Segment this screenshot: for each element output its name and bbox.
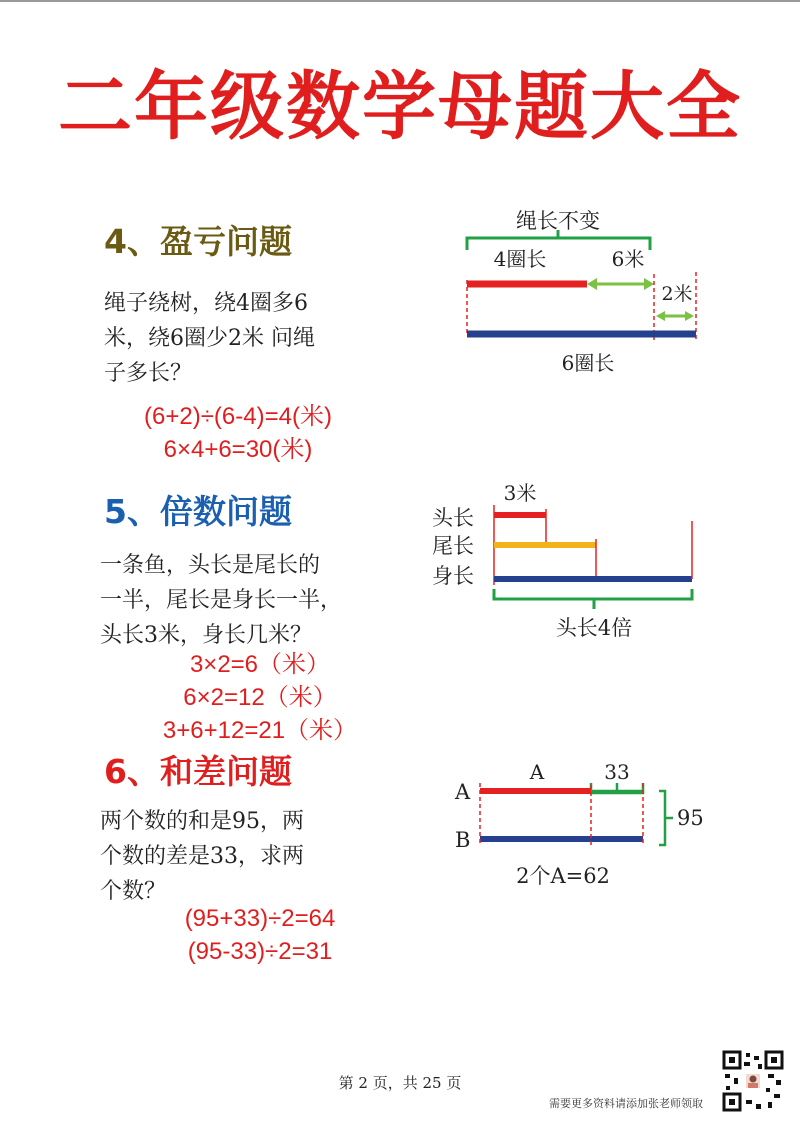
problem-line: 头长3米，身长几米？ [100,623,312,648]
problem-line: 一半，尾长是身长一半， [100,588,343,613]
arrowhead-left [656,311,665,321]
problem-line: 一条鱼，头长是尾长的 [100,553,321,578]
arrowhead-left [587,278,597,290]
row-label: 头长 [432,506,474,530]
formula-line: (95+33)÷2=64 [184,905,336,932]
row-label: A [455,780,471,804]
problem-line: 绳子绕树，绕4圈多6 [104,291,308,316]
section-6-diagram [445,755,725,895]
formula-line: 6×4+6=30(米) [163,436,313,463]
qr-note: 需要更多资料请添加张老师领取 [549,1097,703,1110]
section-4-diagram [440,200,740,390]
problem-line: 米，绕6圈少2米 问绳 [104,326,315,351]
arrowhead-right [685,311,694,321]
row-label: 身长 [432,564,474,588]
page-title: 二年级数学母题大全 [58,64,742,150]
top-border [0,0,800,2]
section-4-problem [104,286,384,391]
formula-line: 6×2=12（米） [183,684,337,711]
section-4-solution [108,400,368,466]
section-5-solution [140,648,380,747]
diagram-bottom-label: 6圈长 [561,351,615,375]
bottom-bracket [494,589,692,609]
row-label: B [455,828,471,852]
problem-line: 两个数的和是95，两 [100,809,304,834]
section-4-heading: 4、盈亏问题 [104,222,292,261]
section-5-problem [100,548,400,653]
segment-b-label: 6米 [611,247,645,271]
section-6-heading: 6、和差问题 [104,752,292,791]
diagram-bottom-label: 头长4倍 [555,616,633,640]
sum-bracket [659,791,673,845]
section-6-solution [140,902,380,968]
section-6-problem [100,804,390,909]
page-number: 第 2 页，共 25 页 [338,1074,462,1092]
diagram-top-label: 3米 [503,481,537,505]
segment-a-label: A [529,760,545,784]
diagram-bottom-label: 2个A=62 [516,864,610,888]
formula-line: (6+2)÷(6-4)=4(米) [144,403,332,430]
arrowhead-right [644,278,654,290]
problem-line: 个数的差是33，求两 [100,844,304,869]
difference-label: 33 [604,760,630,784]
section-5-diagram [430,475,720,650]
segment-c-label: 2米 [661,283,693,305]
sum-label: 95 [677,806,704,830]
formula-line: 3×2=6（米） [189,651,331,678]
formula-line: (95-33)÷2=31 [187,938,333,965]
section-5-heading: 5、倍数问题 [104,492,292,531]
row-label: 尾长 [432,534,474,558]
problem-line: 子多长？ [104,361,193,386]
diagram-top-label: 绳长不变 [516,209,600,233]
problem-line: 个数？ [100,879,167,904]
qr-code-icon [722,1050,784,1112]
segment-a-label: 4圈长 [493,247,547,271]
formula-line: 3+6+12=21（米） [162,717,358,744]
